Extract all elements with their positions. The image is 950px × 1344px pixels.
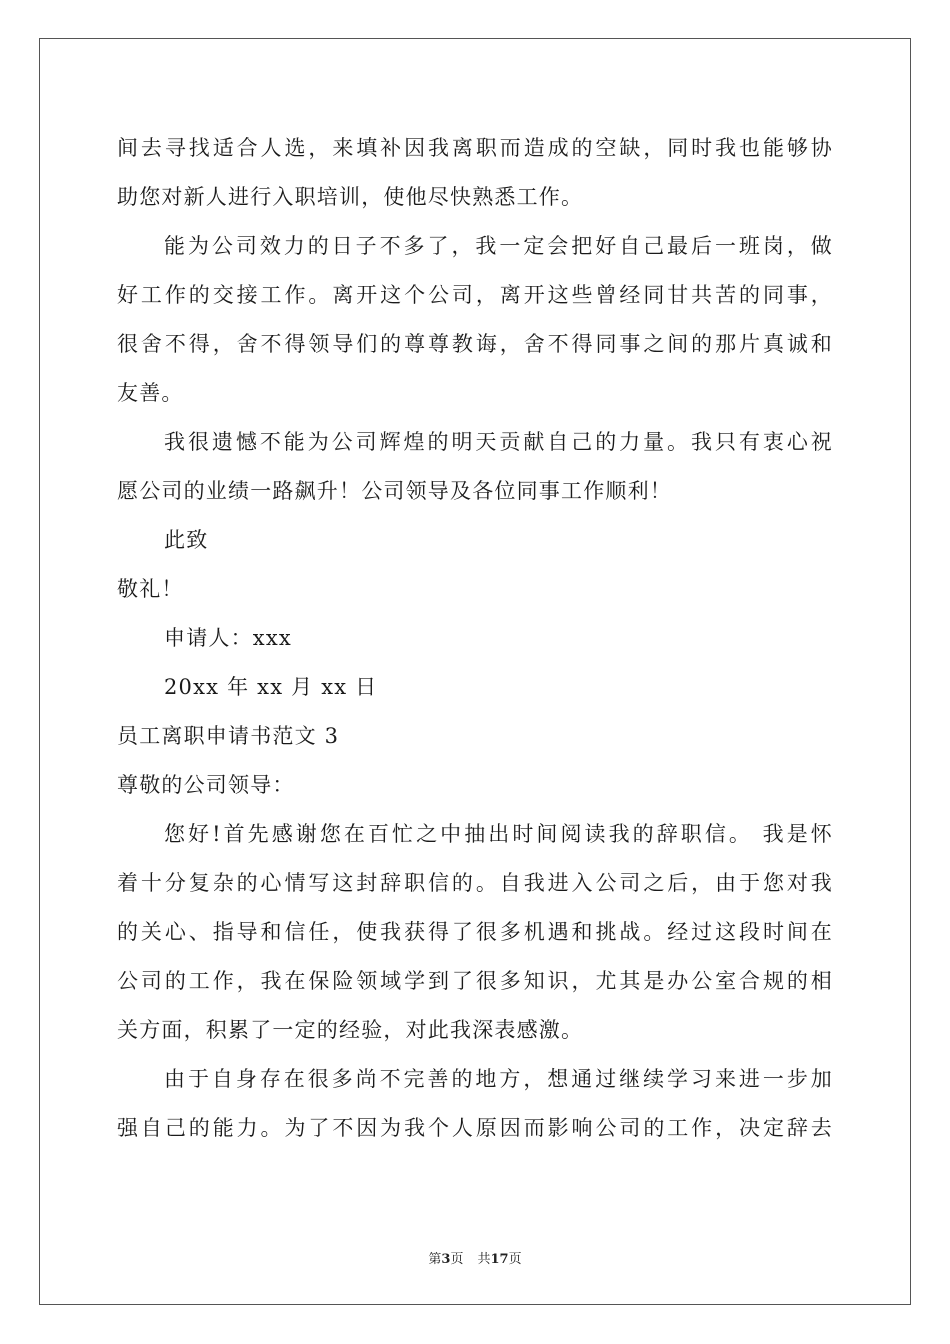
page-suffix: 页	[450, 1252, 464, 1267]
page-footer	[0, 1248, 950, 1267]
text-line: 间去寻找适合人选，来填补因我离职而造成的空缺，同时我也能够协	[117, 136, 833, 160]
text-line: 愿公司的业绩一路飙升！公司领导及各位同事工作顺利！	[117, 479, 672, 503]
total-suffix: 页	[508, 1252, 522, 1267]
paragraph	[117, 418, 833, 516]
text-line: 由于自身存在很多尚不完善的地方，想通过继续学习来进一步加	[164, 1067, 833, 1091]
document-body	[117, 124, 833, 1153]
applicant-line: 申请人：xxx	[164, 626, 292, 650]
text-line: 关方面，积累了一定的经验，对此我深表感激。	[117, 1018, 584, 1042]
paragraph	[117, 810, 833, 1055]
page-number: 3	[441, 1252, 451, 1267]
page-prefix: 第	[428, 1252, 442, 1267]
greeting-line: 尊敬的公司领导：	[117, 773, 295, 797]
total-prefix: 共	[477, 1252, 491, 1267]
text-line: 的关心、指导和信任，使我获得了很多机遇和挑战。经过这段时间在	[117, 920, 833, 944]
text-line: 能为公司效力的日子不多了，我一定会把好自己最后一班岗，做	[164, 234, 833, 258]
text-line: 我很遗憾不能为公司辉煌的明天贡献自己的力量。我只有衷心祝	[164, 430, 833, 454]
section-title: 员工离职申请书范文 3	[117, 724, 340, 748]
text-line: 公司的工作，我在保险领域学到了很多知识，尤其是办公室合规的相	[117, 969, 833, 993]
text-line: 强自己的能力。为了不因为我个人原因而影响公司的工作，决定辞去	[117, 1116, 833, 1140]
text-line: 好工作的交接工作。离开这个公司，离开这些曾经同甘共苦的同事，	[117, 283, 833, 307]
total-pages: 17	[490, 1252, 509, 1267]
salutation-closing: 敬礼！	[117, 577, 184, 601]
text-line: 很舍不得，舍不得领导们的尊尊教诲，舍不得同事之间的那片真诚和	[117, 332, 833, 356]
paragraph	[117, 1055, 833, 1153]
paragraph	[117, 222, 833, 418]
text-line: 着十分复杂的心情写这封辞职信的。自我进入公司之后，由于您对我	[117, 871, 833, 895]
closing-phrase: 此致	[164, 528, 209, 552]
paragraph	[117, 124, 833, 222]
text-line: 助您对新人进行入职培训，使他尽快熟悉工作。	[117, 185, 584, 209]
date-line: 20xx 年 xx 月 xx 日	[164, 675, 378, 699]
text-line: 友善。	[117, 381, 184, 405]
text-line: 您好!首先感谢您在百忙之中抽出时间阅读我的辞职信。 我是怀	[164, 822, 833, 846]
